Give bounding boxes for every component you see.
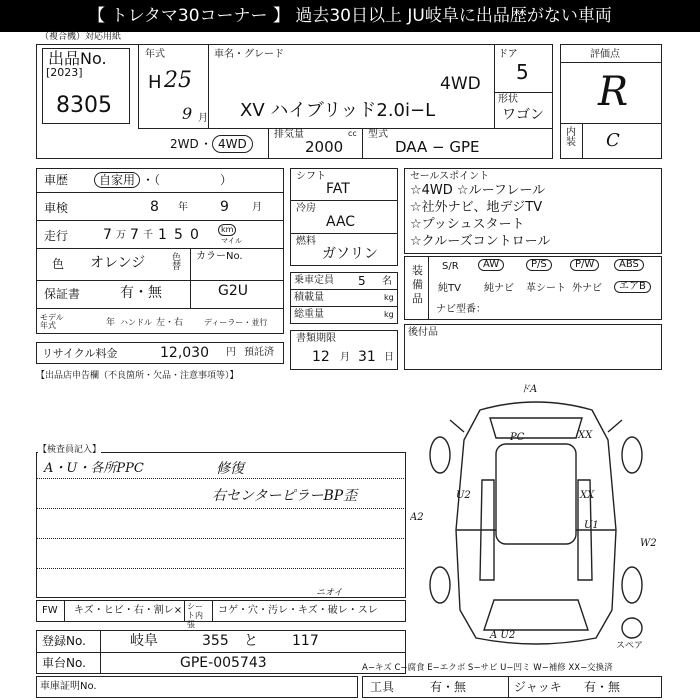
salespoint-3: ☆プッシュスタート	[410, 217, 525, 232]
fuel-value: ガソリン	[322, 246, 378, 262]
recycle-value: 12,030	[160, 345, 209, 361]
history-rest: ・（ ）	[142, 173, 233, 187]
diagram-top-mark: ドA	[520, 384, 538, 395]
jack-value: 有・無	[584, 680, 621, 694]
diagram-spare-label: スペア	[616, 641, 644, 651]
equip-navi: 純ナビ	[484, 283, 514, 294]
mileage-label: 走行	[44, 229, 69, 243]
equip-aw: AW	[478, 259, 504, 271]
equip-extnavi: 外ナビ	[572, 283, 602, 294]
regperiod-day: 31	[358, 349, 376, 365]
inspection-month-unit: 月	[252, 202, 262, 213]
regperiod-month: 12	[312, 349, 330, 365]
year-stamp: [2023]	[46, 66, 83, 79]
load-label: 積載量	[294, 292, 324, 303]
dealer-label: ディーラー・並行	[204, 318, 268, 327]
rating-label: 評価点	[590, 49, 620, 60]
regno-number: 117	[292, 633, 319, 649]
mileage-d2: 7	[130, 227, 139, 243]
aircon-value: AAC	[326, 214, 356, 230]
diagram-right-mark: W2	[640, 538, 657, 549]
cert-label: 車庫証明No.	[40, 681, 97, 692]
model-label: 車名・グレード	[214, 49, 284, 60]
regno-class: 355	[202, 633, 229, 649]
year-month: 9	[182, 104, 193, 123]
top-note: （複合機）対応用紙	[40, 32, 122, 42]
warranty-value: 有・無	[120, 285, 162, 301]
mileage-d1: 7	[103, 227, 112, 243]
regno-kana: と	[244, 633, 258, 649]
handle-value: 左・右	[156, 318, 184, 328]
drive-sep: ・	[200, 137, 213, 151]
mileage-u2: 千	[143, 230, 153, 241]
diagram-roof-mark: PC	[510, 432, 525, 443]
shift-label: シフト	[296, 171, 326, 182]
salespoint-1: ☆4WD ☆ルーフレール	[410, 183, 546, 198]
car-diagram	[410, 380, 662, 652]
rating-value: R	[598, 69, 629, 115]
mileage-d5: 0	[190, 227, 199, 243]
equip-sr: S/R	[442, 261, 459, 272]
modeltype-year-unit: 年	[106, 318, 116, 328]
shape-value: ワゴン	[502, 107, 544, 123]
drive-opt2: 4WD	[212, 135, 253, 153]
year-month-unit: 月	[198, 113, 208, 124]
aftermarket-label: 後付品	[408, 327, 438, 338]
warranty-label: 保証書	[44, 287, 81, 301]
aftermarket-block	[404, 324, 662, 370]
capacity-value: 5	[358, 274, 366, 288]
modelcode-value: DAA − GPE	[395, 138, 480, 156]
fw-items: キズ・ヒビ・右・割レ×	[74, 605, 183, 616]
doors-label: ドア	[498, 49, 518, 60]
lot-number: 8305	[56, 93, 112, 118]
equip-tv: 純TV	[438, 283, 461, 294]
mileage-d4: 5	[174, 227, 183, 243]
navi-model-label: ナビ型番：	[436, 304, 486, 315]
mileage-u1: 万	[116, 230, 126, 241]
inspection-label: 車検	[44, 201, 69, 215]
inspector-line3: 右センターピラーBP歪	[212, 488, 358, 504]
mileage-unit-mile: マイル	[221, 237, 242, 245]
colorno-value: G2U	[218, 283, 249, 299]
recycle-label: リサイクル料金	[42, 347, 118, 360]
diagram-left-mark: A2	[410, 512, 424, 523]
regno-place: 岐阜	[130, 633, 158, 649]
equip-abs: ABS	[614, 259, 644, 271]
model-drive: 4WD	[440, 74, 481, 94]
shape-label: 形状	[498, 94, 518, 105]
inspection-year-unit: 年	[178, 202, 188, 213]
handle-label: ハンドル	[120, 318, 152, 327]
equipment-label: 装備品	[412, 264, 423, 305]
fw-label: FW	[42, 605, 58, 616]
chassis-value: GPE-005743	[180, 655, 267, 671]
seat-label: シート内張	[187, 602, 203, 629]
salespoint-2: ☆社外ナビ、地デジTV	[410, 200, 543, 215]
displacement-label: 排気量	[274, 129, 304, 140]
displacement-unit: cc	[348, 129, 357, 138]
aircon-label: 冷房	[296, 203, 316, 214]
regperiod-month-unit: 月	[340, 352, 350, 363]
model-name: XV ハイブリッド2.0i−L	[240, 100, 436, 121]
equip-pw: P/W	[570, 259, 599, 271]
fw-note: ニオイ	[316, 588, 343, 598]
inspection-month: 9	[220, 199, 229, 215]
modeltype-label: モデル年式	[40, 313, 64, 330]
modelcode-label: 型式	[368, 129, 388, 140]
recycle-unit: 円	[226, 347, 236, 358]
seat-items: コゲ・穴・汚レ・キズ・破レ・スレ	[218, 605, 378, 616]
inspector-label: 【検査員記入】	[38, 445, 102, 455]
chassis-label: 車台No.	[42, 656, 86, 670]
mileage-unit-km: km	[218, 224, 236, 236]
color-value: オレンジ	[90, 255, 146, 271]
regno-label: 登録No.	[42, 634, 86, 648]
header-banner: 【 トレタマ30コーナー 】 過去30日以上 JU岐阜に出品歴がない車両	[0, 0, 700, 32]
color-change-label: 色替	[172, 253, 182, 272]
year-label: 年式	[145, 49, 165, 60]
color-label: 色	[52, 257, 65, 271]
tools-value: 有・無	[430, 680, 467, 694]
salespoint-4: ☆クルーズコントロール	[410, 234, 551, 249]
lot-label: 出品No.	[48, 49, 107, 68]
inspection-year: 8	[150, 199, 159, 215]
gross-label: 総重量	[294, 309, 324, 320]
jack-label: ジャッキ	[514, 680, 562, 694]
interior-value: C	[606, 130, 620, 151]
diagram-rd-mark: XX	[580, 490, 595, 501]
seller-notes-label: 【出品店申告欄（不良箇所・欠品・注意事項等）】	[36, 371, 239, 381]
displacement-value: 2000	[305, 138, 344, 156]
doors-value: 5	[516, 60, 529, 84]
year-value: 25	[164, 68, 192, 93]
diagram-lf-door: U2	[456, 490, 471, 501]
regperiod-label: 書類期限	[296, 333, 336, 344]
tools-label: 工具	[370, 680, 395, 694]
shift-value: FAT	[326, 181, 350, 197]
diagram-rr-door: U1	[584, 520, 599, 531]
capacity-label: 乗車定員	[294, 275, 334, 286]
mileage-d3: 1	[158, 227, 167, 243]
fuel-label: 燃料	[296, 236, 316, 247]
capacity-unit: 名	[382, 276, 392, 287]
equip-leather: 革シート	[526, 283, 566, 294]
diagram-bottom-mark: A U2	[490, 630, 516, 641]
salespoints-label: セールスポイント	[410, 171, 490, 182]
inspector-line2: 修復	[216, 461, 244, 477]
equip-airbag: エアB	[614, 281, 651, 293]
interior-label: 内装	[566, 127, 576, 148]
drive-opt1: 2WD	[170, 137, 199, 151]
regperiod-day-unit: 日	[384, 352, 394, 363]
equip-ps: P/S	[526, 259, 552, 271]
inspector-line1: A・U・各所PPC	[44, 461, 144, 476]
damage-legend: A−キズ C−腐食 E−エクボ S−サビ U−凹ミ W−補修 XX−交換済	[362, 663, 613, 673]
year-era: H	[148, 72, 162, 93]
colorno-label: カラーNo.	[196, 251, 243, 262]
gross-unit: kg	[384, 310, 394, 319]
diagram-rf-mark: XX	[578, 430, 593, 441]
history-value: 自家用	[94, 172, 140, 188]
load-unit: kg	[384, 293, 394, 302]
history-label: 車歴	[44, 173, 69, 187]
recycle-note: 預託済	[244, 347, 274, 358]
